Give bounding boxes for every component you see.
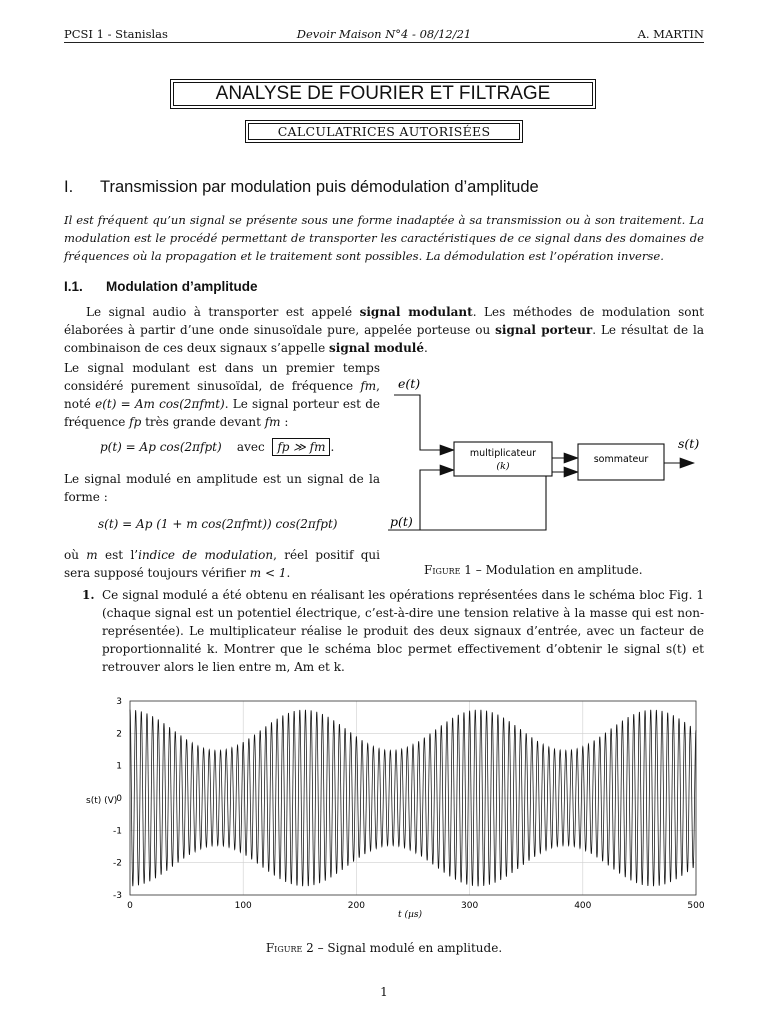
equation-module: [98, 515, 380, 533]
figure1-label: Figure 1: [424, 563, 472, 577]
text: où: [64, 548, 87, 562]
label-input-e: e(t): [398, 376, 421, 391]
x-tick-label: 200: [347, 901, 365, 911]
text: . Le signal porteur est de fréquence: [64, 397, 380, 429]
cond-m: m < 1: [249, 566, 287, 580]
header-center: Devoir Maison N°4 - 08/12/21: [296, 27, 472, 41]
block-diagram: [384, 370, 714, 540]
text: .: [286, 566, 291, 580]
y-tick-label: 2: [116, 729, 122, 740]
paragraph-module: Le signal modulé en amplitude est un signal de la forme :: [64, 472, 380, 504]
block-sommateur-label: sommateur: [593, 454, 649, 465]
symbol-fm: fm: [360, 379, 377, 393]
section-title: Transmission par modulation puis démodulation d’amplitude: [100, 178, 539, 196]
title-box: [170, 79, 596, 109]
label-output-s: s(t): [678, 436, 700, 451]
text: Le signal audio à transporter est appelé: [86, 305, 360, 319]
paragraph-indice: [64, 546, 380, 582]
paragraph-modulant: [64, 359, 380, 431]
text: , réel positif qui sera supposé toujours vérifier: [64, 548, 380, 580]
header-right: A. MARTIN: [637, 27, 704, 41]
wire-p-to-sum: [420, 472, 578, 530]
x-tick-label: 0: [127, 901, 133, 911]
expr-et: e(t) = Am cos(2πfmt): [95, 397, 225, 411]
x-tick-label: 100: [234, 901, 252, 911]
page-number: 1: [380, 985, 388, 999]
y-tick-label: -3: [113, 891, 122, 901]
text: Le signal modulant est dans un premier temps considéré purement sinusoïdal, de fréquence: [64, 361, 380, 393]
eq-s: s(t) = Ap (1 + m cos(2πfmt)) cos(2πfpt): [98, 517, 338, 531]
figure2-caption: [0, 941, 768, 955]
label-input-p: p(t): [390, 514, 413, 529]
term-modulant: signal modulant: [359, 305, 473, 319]
text: , noté: [64, 379, 380, 411]
figure2-label: Figure 2: [265, 941, 314, 955]
y-tick-label: 3: [116, 697, 122, 707]
figure1-text: – Modulation en amplitude.: [471, 563, 643, 577]
term-indice: indice de modulation: [138, 548, 274, 562]
text: avec: [236, 440, 265, 454]
eq-p: p(t) = Ap cos(2πfpt): [100, 440, 222, 454]
figure1-caption: [424, 563, 643, 577]
y-axis-label: s(t) (V): [86, 796, 118, 806]
page-title: ANALYSE DE FOURIER ET FILTRAGE: [173, 82, 593, 106]
y-tick-label: -1: [113, 826, 122, 837]
paragraph-signals: [64, 303, 704, 357]
symbol-fm: fm: [264, 415, 281, 429]
question-1: [64, 586, 704, 676]
term-porteur: signal porteur: [495, 323, 593, 337]
intro-paragraph: Il est fréquent qu’un signal se présente sous une forme inadaptée à sa transmission ou à son traitement. La modulation est le procédé permettant de transporter les caractéristiques de ce signal dans des domaines de fréquences où la propagation et le traitement sont possibles. La démodulation est l’opération inverse.: [64, 213, 704, 263]
symbol-fp: fp: [129, 415, 142, 429]
condition-box: [272, 438, 330, 456]
text: est l’: [97, 548, 139, 562]
page-subtitle: CALCULATRICES AUTORISÉES: [248, 123, 520, 140]
equation-porteur: p(t) = Ap cos(2πfpt) avec fp ≫ fm .: [100, 440, 335, 454]
x-tick-label: 400: [574, 901, 592, 911]
x-axis-label: t (µs): [398, 910, 422, 920]
section-number: I.: [64, 178, 74, 196]
block-multiplicateur-label: multiplicateur: [469, 448, 537, 459]
text: . Le résultat de la combinaison de ces deux signaux s’appelle: [64, 323, 704, 355]
text: . Les méthodes de modulation sont élaborées à partir d’une onde sinusoïdale pure, appelée porteuse ou: [64, 305, 704, 337]
block-multiplicateur-k: (k): [496, 461, 510, 472]
question-text: Ce signal modulé a été obtenu en réalisant les opérations représentées dans le schéma bloc Fig. 1 (chaque signal est un potentiel électrique, c’est-à-dire une tension relative à la masse qui est non-représentée). Le multiplicateur réalise le produit des deux signaux d’entrée, avec un facteur de proportionnalité k. Montrer que le schéma bloc permet effectivement d’obtenir le signal s(t) et retrouver alors le lien entre m, Am et k.: [102, 588, 704, 674]
term-module: signal modulé: [329, 341, 424, 355]
header-left: PCSI 1 - Stanislas: [64, 27, 168, 41]
text: très grande devant: [141, 415, 265, 429]
text: .: [423, 341, 428, 355]
section-heading: [64, 178, 539, 197]
y-tick-label: 0: [116, 794, 122, 804]
cond: fp ≫ fm: [277, 440, 326, 454]
subsection-title: Modulation d’amplitude: [106, 279, 258, 294]
x-tick-label: 500: [687, 901, 705, 911]
text: :: [280, 415, 289, 429]
y-tick-label: 1: [116, 761, 122, 772]
question-number: 1.: [82, 588, 95, 602]
page-header: [64, 27, 704, 43]
symbol-m: m: [86, 548, 98, 562]
subtitle-box: [245, 120, 523, 143]
figure2-text: – Signal modulé en amplitude.: [313, 941, 503, 955]
subsection-heading: [64, 279, 258, 294]
y-tick-label: -2: [113, 858, 122, 869]
subsection-number: I.1.: [64, 279, 83, 294]
x-tick-label: 300: [461, 901, 479, 911]
wire-e-to-mult: [394, 395, 454, 450]
chart-modulated-signal: [80, 693, 710, 933]
